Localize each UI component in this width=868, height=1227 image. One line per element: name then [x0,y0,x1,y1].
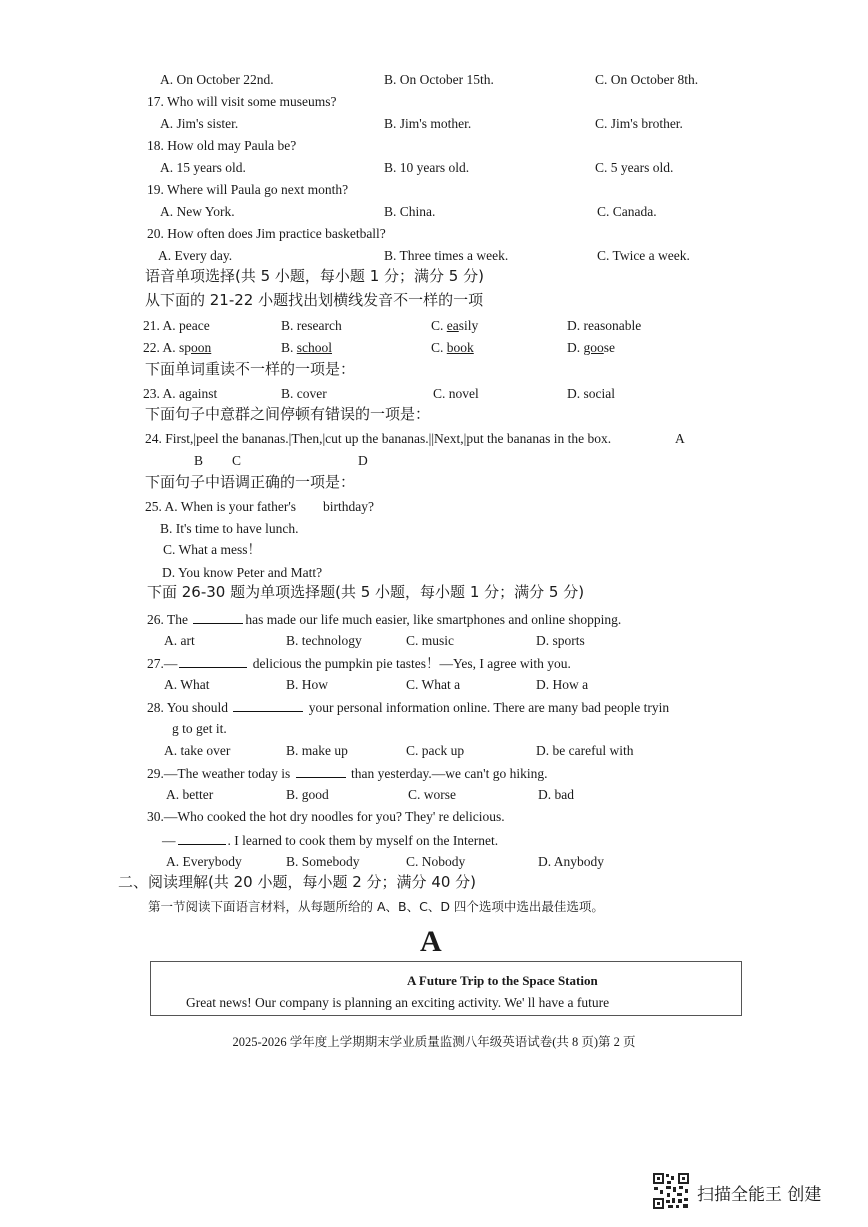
q24-sentence: 24. First,|peel the bananas.|Then,|cut up the bananas.||Next,|put the bananas in the box. [145,431,612,446]
q24-label-d: D [358,453,368,468]
q22-d-suffix: se [603,340,615,355]
q22-d-underlined: goo [583,340,604,355]
passage-letter: A [420,925,442,958]
q25-option-a-end: birthday? [323,499,374,514]
q22-a-underlined: oon [191,340,212,355]
q26-option-b: B. technology [286,633,362,648]
q28-option-a: A. take over [164,743,231,758]
q18-stem: 18. How old may Paula be? [147,138,297,153]
q22-c-prefix: C. [431,340,447,355]
q19-option-b: B. China. [384,204,436,219]
passage-box [150,961,742,1016]
q26-stem-end: has made our life much easier, like smartphones and online shopping. [245,612,622,627]
q30-stem: 30.—Who cooked the hot dry noodles for you? They' re delicious. [147,809,505,824]
q19-stem: 19. Where will Paula go next month? [147,182,349,197]
q22-c-underlined: book [446,340,474,355]
scanner-watermark: 扫描全能王 创建 [697,1185,822,1205]
q17-stem: 17. Who will visit some museums? [147,94,337,109]
q18-option-a: A. 15 years old. [160,160,246,175]
reading-heading: 二、阅读理解(共 20 小题，每小题 2 分；满分 40 分) [118,873,477,891]
q20-option-c: C. Twice a week. [597,248,690,263]
q26-option-a: A. art [164,633,195,648]
q30-blank [178,832,226,845]
passage-first-line: Great news! Our company is planning an exciting activity. We' ll have a future [186,995,610,1010]
q18-option-c: C. 5 years old. [595,160,674,175]
q21-c-suffix: sily [458,318,479,333]
q27-stem [147,655,571,672]
q28-option-c: C. pack up [406,743,465,758]
q29-option-d: D. bad [538,787,574,802]
q27-blank [179,655,247,668]
q28-stem-end: your personal information online. There are many bad people tryin [308,700,670,715]
phonetics-instruction-1: 从下面的 21-22 小题找出划横线发音不一样的一项 [145,291,484,309]
q29-stem [147,765,547,782]
q21-c-underlined: ea [446,318,459,333]
q28-stem-start: 28. You should [147,700,229,715]
passage-title: A Future Trip to the Space Station [407,973,598,988]
reading-instruction: 第一节阅读下面语言材料，从每题所给的 A、B、C、D 四个选项中选出最佳选项。 [148,899,604,914]
q21-number: 21. A. [143,318,176,333]
q27-stem-start: 27.— [147,656,178,671]
phonetics-heading: 语音单项选择(共 5 小题，每小题 1 分；满分 5 分) [145,267,484,285]
q28-option-b: B. make up [286,743,348,758]
q24-label-a: A [675,431,685,446]
q23-option-c: C. novel [433,386,479,401]
q26-stem [147,611,621,628]
q20-option-a: A. Every day. [158,248,233,263]
q25-option-c: C. What a mess！ [163,542,261,557]
q23-option-b: B. cover [281,386,327,401]
q16-option-b: B. On October 15th. [384,72,494,87]
phonetics-instruction-4: 下面句子中语调正确的一项是： [145,473,356,491]
q29-option-a: A. better [166,787,214,802]
q16-option-a: A. On October 22nd. [160,72,274,87]
q21-option-c [431,318,478,334]
q27-stem-end: delicious the pumpkin pie tastes！—Yes, I agree with you. [252,656,571,671]
q30-stem-end: . I learned to cook them by myself on the Internet. [227,833,499,848]
q22-b-prefix: B. [281,340,297,355]
q30-option-a: A. Everybody [166,854,242,869]
q27-option-a: A. What [164,677,210,692]
q29-blank [296,765,346,778]
q24-label-b: B [194,453,204,468]
single-choice-heading: 下面 26-30 题为单项选择题(共 5 小题，每小题 1 分；满分 5 分) [147,583,585,601]
q29-stem-start: 29.—The weather today is [147,766,291,781]
q26-option-d: D. sports [536,633,585,648]
q17-option-b: B. Jim's mother. [384,116,472,131]
page-footer: 2025-2026 学年度上学期期末学业质量监测八年级英语试卷(共 8 页)第 2 页 [232,1035,636,1049]
q27-option-b: B. How [286,677,329,692]
q24-label-c: C [232,453,242,468]
q29-option-c: C. worse [408,787,456,802]
q21 [143,318,210,334]
q22-a-prefix: 22. A. sp [143,340,192,355]
q17-option-a: A. Jim's sister. [160,116,239,131]
q30-option-c: C. Nobody [406,854,466,869]
q27-option-c: C. What a [406,677,461,692]
q23-option-d: D. social [567,386,615,401]
q28-stem [147,699,669,716]
q25-option-a: 25. A. When is your father's [145,499,297,514]
q28-blank [233,699,303,712]
q16-option-c: C. On October 8th. [595,72,699,87]
qr-code-icon [652,1172,690,1210]
q29-stem-end: than yesterday.—we can't go hiking. [350,766,548,781]
q17-option-c: C. Jim's brother. [595,116,683,131]
q20-option-b: B. Three times a week. [384,248,509,263]
phonetics-instruction-2: 下面单词重读不一样的一项是： [145,360,356,378]
q18-option-b: B. 10 years old. [384,160,470,175]
q28-stem-continued: g to get it. [172,721,227,736]
q21-c-prefix: C. [431,318,447,333]
q21-option-a: peace [179,318,210,333]
q22-option-c [431,340,474,356]
q30-option-b: B. Somebody [286,854,360,869]
q19-option-c: C. Canada. [597,204,657,219]
q22-option-d [567,340,615,356]
q25-option-d: D. You know Peter and Matt? [162,565,323,580]
q29-option-b: B. good [286,787,329,802]
q25-option-b: B. It's time to have lunch. [160,521,299,536]
q23-option-a: 23. A. against [143,386,218,401]
q22-d-prefix: D. [567,340,584,355]
q21-option-d: D. reasonable [567,318,642,333]
q28-option-d: D. be careful with [536,743,634,758]
q26-option-c: C. music [406,633,455,648]
q19-option-a: A. New York. [160,204,235,219]
q27-option-d: D. How a [536,677,589,692]
phonetics-instruction-3: 下面句子中意群之间停顿有错误的一项是： [145,405,431,423]
q26-stem-start: 26. The [147,612,188,627]
q30-option-d: D. Anybody [538,854,605,869]
q26-blank [193,611,243,624]
q20-stem: 20. How often does Jim practice basketball? [147,226,386,241]
q30-dash: — [162,833,176,848]
q21-option-b: B. research [281,318,342,333]
q30-answer-line [162,832,498,849]
q22-option-a [143,340,211,356]
q22-option-b [281,340,332,356]
q22-b-underlined: school [296,340,333,355]
